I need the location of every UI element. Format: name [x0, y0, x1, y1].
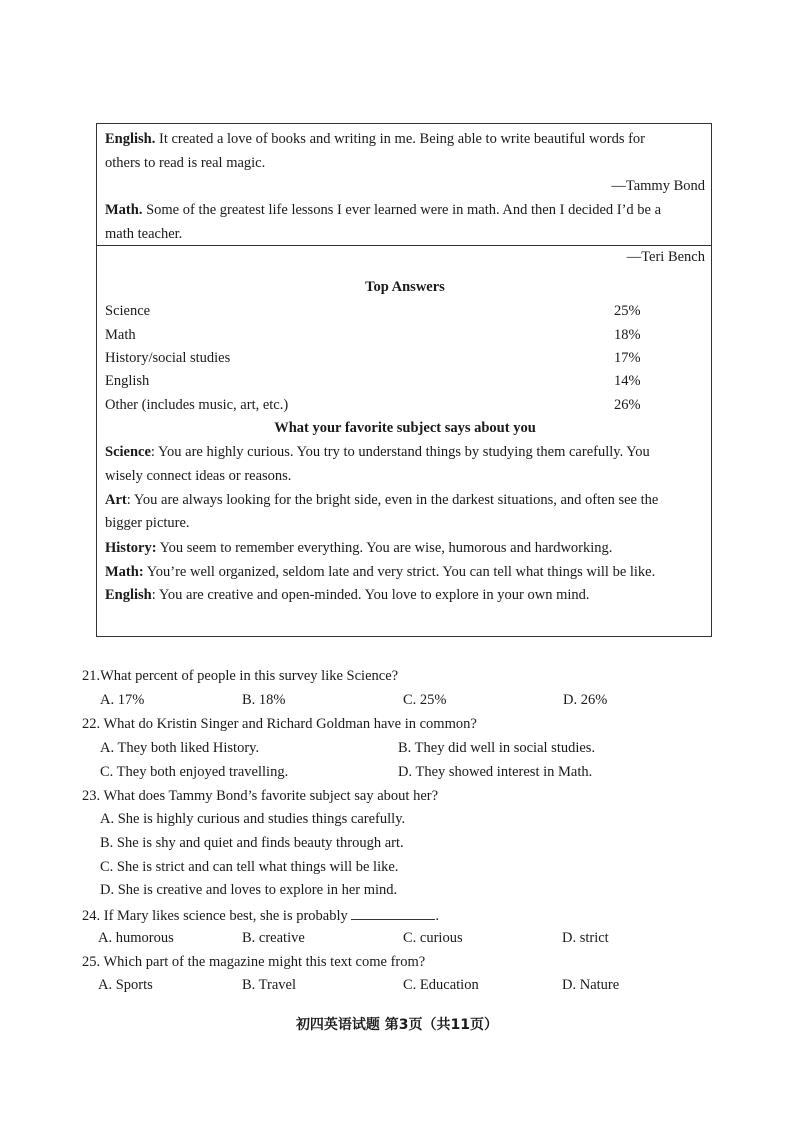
science-says-line-2: wisely connect ideas or reasons. — [105, 468, 292, 484]
answer-subject: Math — [105, 327, 136, 343]
quote-text: Some of the greatest life lessons I ever learned were in math. And then I decided I’d be a — [142, 202, 662, 218]
math-says-line — [105, 563, 655, 581]
answer-subject: Other (includes music, art, etc.) — [105, 397, 289, 413]
quote-subject: Math. — [105, 202, 143, 218]
question-25-option-d[interactable]: D. Nature — [562, 977, 620, 993]
subject-label: History: — [105, 540, 157, 556]
question-24-stem-text: 24. If Mary likes science best, she is probably — [82, 908, 352, 924]
question-22-stem: 22. What do Kristin Singer and Richard Goldman have in common? — [82, 716, 477, 732]
subject-text: : You are always looking for the bright side, even in the darkest situations, and often see the — [126, 492, 659, 508]
quotes-section — [97, 124, 711, 246]
question-25-option-c[interactable]: C. Education — [403, 977, 479, 993]
quote-text: It created a love of books and writing in me. Being able to write beautiful words for — [155, 131, 646, 147]
question-22-option-a[interactable]: A. They both liked History. — [100, 740, 260, 756]
question-22-option-b[interactable]: B. They did well in social studies. — [398, 740, 596, 756]
history-says-line — [105, 539, 612, 557]
top-answers-heading: Top Answers — [365, 279, 445, 295]
question-23-option-b[interactable]: B. She is shy and quiet and finds beauty through art. — [100, 835, 404, 851]
quote-math-line-2: math teacher. — [105, 226, 183, 242]
question-23-option-d[interactable]: D. She is creative and loves to explore in her mind. — [100, 882, 398, 898]
quote-author: —Teri Bench — [626, 249, 705, 265]
answer-percent: 26% — [614, 397, 641, 413]
question-21-option-d[interactable]: D. 26% — [563, 692, 608, 708]
quote-english-line-1 — [105, 130, 645, 148]
quote-math-line-1 — [105, 201, 661, 219]
question-21-option-c[interactable]: C. 25% — [403, 692, 447, 708]
says-about-heading: What your favorite subject says about you — [274, 420, 536, 436]
question-25-option-a[interactable]: A. Sports — [98, 977, 153, 993]
subject-label: English — [105, 587, 152, 603]
question-21-stem: 21.What percent of people in this survey like Science? — [82, 668, 399, 684]
page-footer: 初四英语试题 第3页（共11页） — [295, 1017, 499, 1033]
quote-english-line-2: others to read is real magic. — [105, 155, 266, 171]
answer-subject: History/social studies — [105, 350, 231, 366]
question-24-option-a[interactable]: A. humorous — [98, 930, 174, 946]
question-21-option-a[interactable]: A. 17% — [100, 692, 145, 708]
subject-text: You seem to remember everything. You are wise, humorous and hardworking. — [156, 540, 613, 556]
subject-text: You’re well organized, seldom late and very strict. You can tell what things will be like. — [143, 564, 656, 580]
reading-passage-box — [96, 123, 712, 637]
answer-percent: 17% — [614, 350, 641, 366]
question-23-stem: 23. What does Tammy Bond’s favorite subject say about her? — [82, 788, 439, 804]
subject-label: Math: — [105, 564, 144, 580]
subject-label: Art — [105, 492, 127, 508]
question-24-stem — [82, 905, 439, 925]
answer-subject: English — [105, 373, 150, 389]
question-25-stem: 25. Which part of the magazine might this text come from? — [82, 954, 426, 970]
question-24-option-b[interactable]: B. creative — [242, 930, 305, 946]
subject-text: : You are highly curious. You try to understand things by studying them carefully. You — [150, 444, 650, 460]
science-says-line-1 — [105, 443, 650, 461]
art-says-line-2: bigger picture. — [105, 515, 190, 531]
art-says-line-1 — [105, 491, 658, 509]
question-24-option-d[interactable]: D. strict — [562, 930, 609, 946]
question-21-option-b[interactable]: B. 18% — [242, 692, 286, 708]
quote-subject: English. — [105, 131, 156, 147]
question-24-stem-end: . — [435, 908, 440, 924]
question-25-option-b[interactable]: B. Travel — [242, 977, 296, 993]
question-22-option-c[interactable]: C. They both enjoyed travelling. — [100, 764, 289, 780]
question-24-option-c[interactable]: C. curious — [403, 930, 463, 946]
answer-subject: Science — [105, 303, 151, 319]
subject-label: Science — [105, 444, 151, 460]
english-says-line — [105, 586, 590, 604]
subject-text: : You are creative and open-minded. You love to explore in your own mind. — [151, 587, 590, 603]
answer-percent: 25% — [614, 303, 641, 319]
question-23-option-c[interactable]: C. She is strict and can tell what things will be like. — [100, 859, 399, 875]
answer-percent: 14% — [614, 373, 641, 389]
question-22-option-d[interactable]: D. They showed interest in Math. — [398, 764, 593, 780]
answer-percent: 18% — [614, 327, 641, 343]
quote-author: —Tammy Bond — [611, 178, 705, 194]
answer-blank[interactable] — [351, 905, 435, 920]
question-23-option-a[interactable]: A. She is highly curious and studies things carefully. — [100, 811, 406, 827]
